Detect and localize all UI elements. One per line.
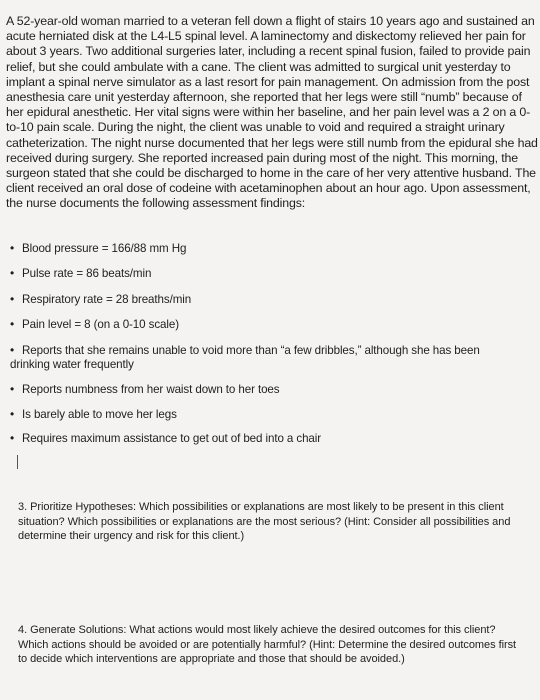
bullet-icon: • [10, 343, 15, 357]
finding-text: Requires maximum assistance to get out of bed into a chair [22, 432, 322, 445]
finding-numbness [10, 382, 530, 397]
finding-pulse-rate [10, 266, 530, 281]
question-prioritize-hypotheses: 3. Prioritize Hypotheses: Which possibilities or explanations are most likely to be present in this client situation? Which possibilities or explanations are the most serious? (Hint: Consider all possibilities and determine their urgency and risk for this client.) [18, 501, 511, 543]
bullet-icon: • [10, 292, 15, 306]
finding-blood-pressure [10, 241, 530, 256]
bullet-icon: • [10, 266, 15, 280]
finding-max-assistance [10, 431, 530, 446]
case-study-paragraph: A 52-year-old woman married to a veteran fell down a flight of stairs 10 years ago and sustained an acute herniated disk at the L4-L5 spinal level. A laminectomy and diskectomy relieved her pain for about 3 years. Two additional surgeries later, including a recent spinal fusion, failed to provide pain relief, but she could ambulate with a cane. The client was admitted to surgical unit yesterday to implant a spinal nerve simulator as a last resort for pain management. On admission from the post anesthesia care unit yesterday afternoon, she reported that her legs were still “numb” because of her epidural anesthetic. Her vital signs were within her baseline, and her pain level was a 2 on a 0-to-10 pain scale. During the night, the client was unable to void and required a straight urinary catheterization. The night nurse documented that her legs were still numb from the epidural she had received during surgery. She reported increased pain during most of the night. This morning, the surgeon stated that she could be discharged to home in the care of her very attentive husband. The client received an oral dose of codeine with acetaminophen about an hour ago. Upon assessment, the nurse documents the following assessment findings: [6, 14, 538, 211]
bullet-icon: • [10, 407, 15, 421]
finding-pain-level [10, 317, 530, 332]
bullet-icon: • [10, 431, 15, 445]
finding-barely-moves-legs [10, 407, 530, 422]
bullet-icon: • [10, 241, 15, 255]
finding-text: Is barely able to move her legs [22, 408, 177, 421]
bullet-icon: • [10, 317, 15, 331]
text-cursor[interactable] [17, 455, 18, 469]
question-generate-solutions: 4. Generate Solutions: What actions would most likely achieve the desired outcomes for this client? Which actions should be avoided or are potentially harmful? (Hint: Determine the desired outcomes first to decide which interventions are appropriate and those that should be avoided.) [18, 624, 517, 666]
finding-unable-to-void [10, 343, 522, 373]
finding-text: Pain level = 8 (on a 0-10 scale) [22, 318, 179, 331]
finding-text: Pulse rate = 86 beats/min [22, 267, 152, 280]
bullet-icon: • [10, 382, 15, 396]
finding-respiratory-rate [10, 292, 530, 307]
finding-text: Respiratory rate = 28 breaths/min [22, 293, 192, 306]
finding-text: Blood pressure = 166/88 mm Hg [22, 242, 187, 255]
finding-text: Reports that she remains unable to void more than “a few dribbles,” although she has been drinking water frequently [10, 344, 480, 372]
finding-text: Reports numbness from her waist down to her toes [22, 383, 280, 396]
